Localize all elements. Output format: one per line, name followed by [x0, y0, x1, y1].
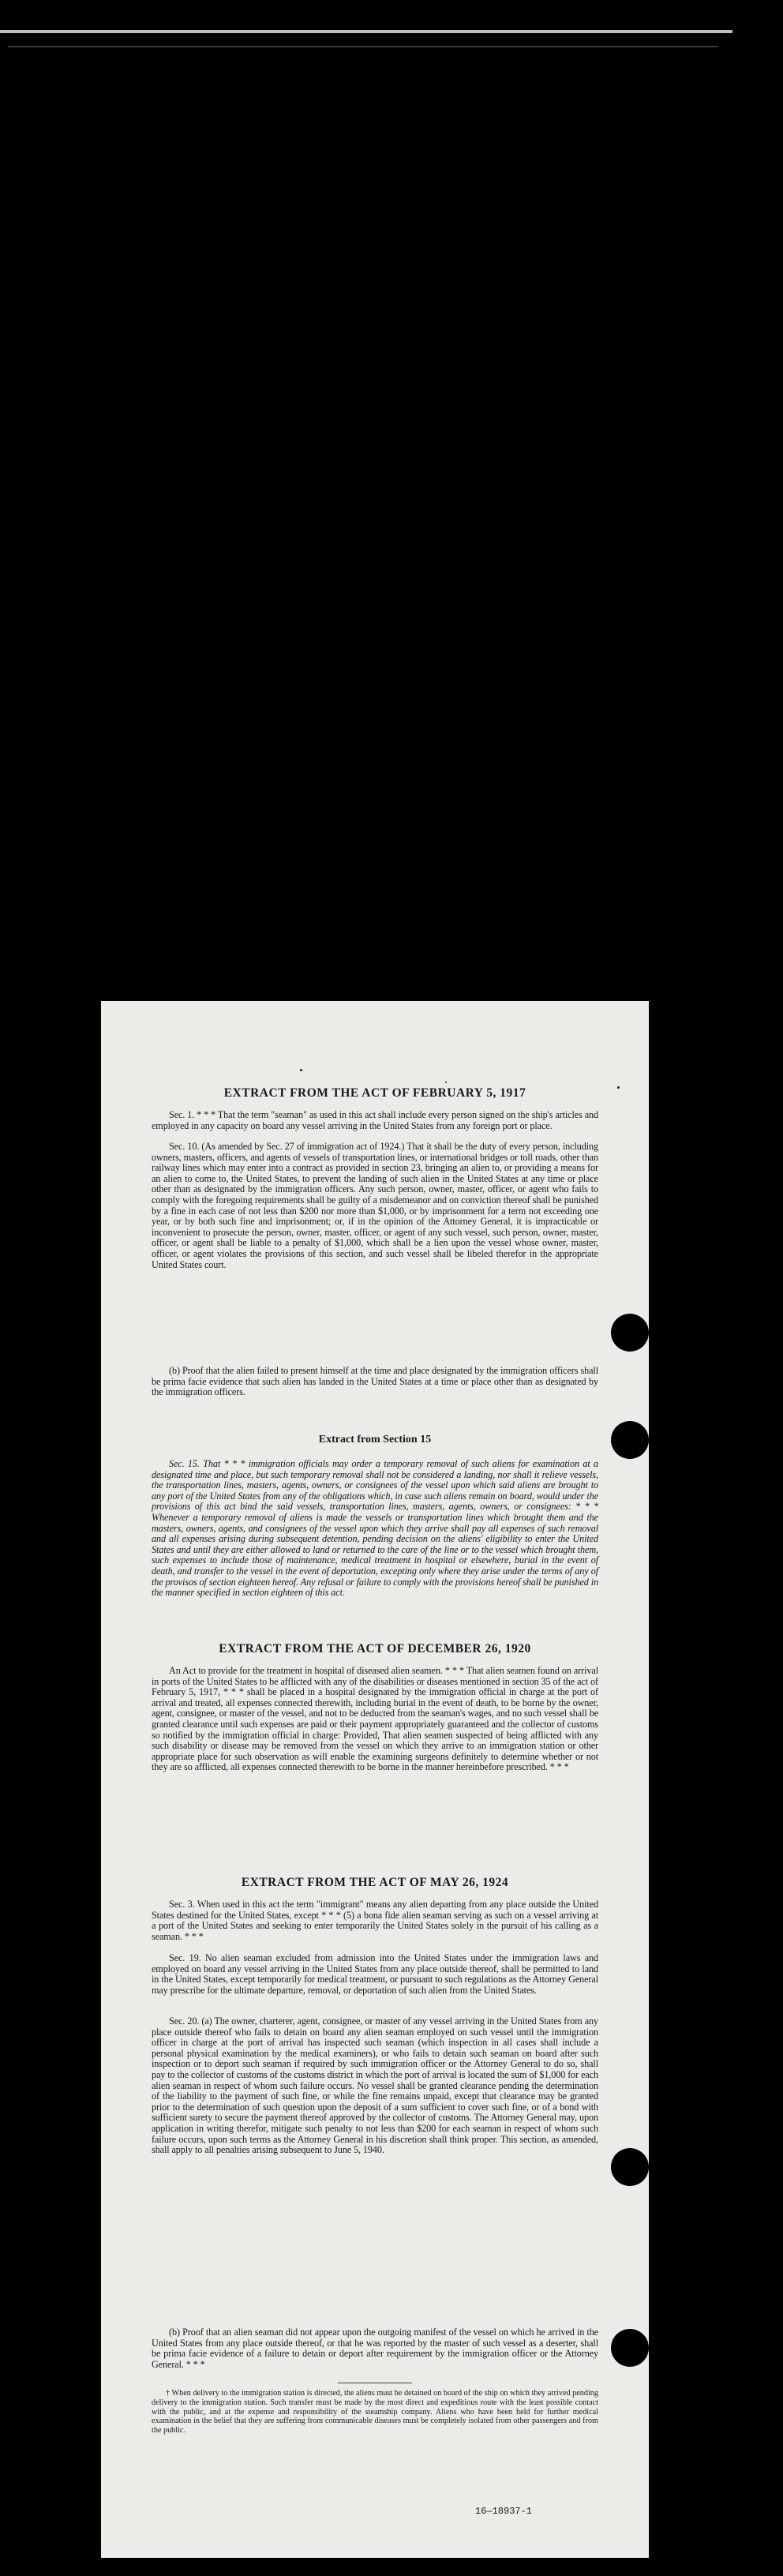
- form-number: 16—18937-1: [474, 2506, 532, 2517]
- section-20b-text: (b) Proof that an alien seaman did not appear upon the outgoing manifest of the vessel on which he arrived in the United States from any place outside thereof, or that he was reported by the master of such vessel as a deserter, shall be prima facie evidence of a failure to detain or deport after requirement by the immigration officer or the Attorney General. * * *: [152, 2327, 598, 2370]
- footnote-text: † When delivery to the immigration station is directed, the aliens must be detained on board of the ship on which they arrived pending delivery to the immigration station. Such transfer must be made by the most direct and expeditious route with the least possible contact with the public, and at the expense and responsibility of the steamship company. Aliens who have been held for further medical examination in the belief that they are suffering from communicable diseases must be completely isolated from other passengers and from the public.: [152, 2389, 598, 2435]
- act-1920-text: An Act to provide for the treatment in hospital of diseased alien seamen. * * * That alien seamen found on arrival in ports of the United States to be afflicted with any of the disabilities or diseases mentioned in section 35 of the act of February 5, 1917, * * * shall be placed in a hospital designated by the immigration official in charge at the port of arrival and treated, all expenses connected therewith, including burial in the event of death, to be borne by the owner, agent, consignee, or master of the vessel, and not to be deducted from the seaman's wages, and no such vessel shall be granted clearance until such expenses are paid or their payment appropriately guaranteed and the collector of customs so notified by the immigration official in charge: Provided, That alien seamen suspected of being afflicted with any such disability or disease may be removed from the vessel on which they arrive to an immigration station or other appropriate place for such observation as will enable the examining surgeons definitely to determine whether or not they are so afflicted, all expenses connected therewith to be borne in the manner hereinbefore prescribed. * * *: [152, 1665, 598, 1773]
- section-19-text: Sec. 19. No alien seaman excluded from admission into the United States under the immigration laws and employed on board any vessel arriving in the United States from any place outside thereof, shall be permitted to land in the United States, except temporarily for medical treatment, or pursuant to such regulations as the Attorney General may prescribe for the ultimate departure, removal, or deportation of such alien from the United States.: [152, 1952, 598, 1996]
- scan-top-line: [8, 46, 718, 47]
- section-15-text: Sec. 15. That * * * immigration officials may order a temporary removal of such aliens for examination at a designated time and place, but such temporary removal shall not be considered a landing, nor shall it relieve vessels, the transportation lines, masters, agents, owners, or consignees of the vessel upon which said aliens are brought to any port of the United States from any of the obligations which, in case such aliens remain on board, would under the provisions of this act bind the said vessels, transportation lines, masters, agents, owners, or consignees: * * * Whenever a temporary removal of aliens is made the vessels or transportation lines which brought them and the masters, owners, agents, and consignees of the vessel upon which they arrive shall pay all expenses of such removal and all expenses arising during subsequent detention, pending decision on the aliens' eligibility to enter the United States and until they are either allowed to land or returned to the care of the line or to the vessel which brought them, such expenses to include those of maintenance, medical treatment in hospital or elsewhere, burial in the event of death, and transfer to the vessel in the event of deportation, excepting only where they arise under the terms of any of the provisos of section eighteen hereof. Any refusal or failure to comply with the provisions hereof shall be punished in the manner specified in section eighteen of this act.: [152, 1458, 598, 1599]
- section-10-text: Sec. 10. (As amended by Sec. 27 of immigration act of 1924.) That it shall be the duty of every person, including owners, masters, officers, and agents of vessels of transportation lines, or international bridges or toll roads, other than railway lines which may enter into a contract as provided in section 23, bringing an alien to, or providing a means for an alien to come to, the United States, to prevent the landing of such alien in the United States at any time or place other than as designated by the immigration officers. Any such person, owner, master, officer, or agent who fails to comply with the foregoing requirements shall be guilty of a misdemeanor and on conviction thereof shall be punished by a fine in each case of not less than $200 nor more than $1,000, or by imprisonment for a term not exceeding one year, or by both such fine and imprisonment; or, if in the opinion of the Attorney General, it is impracticable or inconvenient to prosecute the person, owner, master, officer, or agent of any such vessel, such person, owner, master, officer, or agent shall be liable to a penalty of $1,000, which shall be a lien upon the vessel whose owner, master, officer, or agent violates the provisions of this section, and such vessel shall be libeled therefor in the appropriate United States court.: [152, 1141, 598, 1270]
- section-10b-text: (b) Proof that the alien failed to present himself at the time and place designated by the immigration officers shall be prima facie evidence that such alien has landed in the United States at a time or place other than as designated by the immigration officers.: [152, 1365, 598, 1398]
- heading-act-1920: EXTRACT FROM THE ACT OF DECEMBER 26, 1920: [219, 1642, 531, 1655]
- scan-top-rule: [0, 30, 732, 33]
- document-page: [101, 1001, 649, 2558]
- section-1-text: Sec. 1. * * * That the term "seaman" as used in this act shall include every person signed on the ship's articles and employed in any capacity on board any vessel arriving in the United States from any foreign port or place.: [152, 1109, 598, 1131]
- heading-act-1917: EXTRACT FROM THE ACT OF FEBRUARY 5, 1917: [223, 1086, 526, 1100]
- heading-act-1924: EXTRACT FROM THE ACT OF MAY 26, 1924: [241, 1876, 509, 1889]
- section-20-text: Sec. 20. (a) The owner, charterer, agent, consignee, or master of any vessel arriving in the United States from any place outside thereof who fails to detain on board any alien seaman employed on such vessel until the immigration officer in charge at the port of arrival has inspected such seaman (which inspection in all cases shall include a personal physical examination by the medical examiners), or who fails to detain such seaman on board after such inspection or to deport such seaman if required by such immigration officer or the Attorney General to do so, shall pay to the collector of customs of the customs district in which the port of arrival is located the sum of $1,000 for each alien seaman in respect of whom such failure occurs. No vessel shall be granted clearance pending the determination of the liability to the payment of such fine, or while the fine remains unpaid, except that clearance may be granted prior to the determination of such question upon the deposit of a sum sufficient to cover such fine, or of a bond with sufficient surety to secure the payment thereof approved by the collector of customs. The Attorney General may, upon application in writing therefor, mitigate such penalty to not less than $200 for each seaman in respect of whom such failure occurs, upon such terms as the Attorney General in his discretion shall think proper. This section, as amended, shall apply to all penalties arising subsequent to June 5, 1940.: [152, 2015, 598, 2156]
- section-3-text: Sec. 3. When used in this act the term "immigrant" means any alien departing from any place outside the United States destined for the United States, except * * * (5) a bona fide alien seaman serving as such on a vessel arriving at a port of the United States and seeking to enter temporarily the United States solely in the pursuit of his calling as a seaman. * * *: [152, 1899, 598, 1942]
- heading-section-15: Extract from Section 15: [318, 1434, 432, 1445]
